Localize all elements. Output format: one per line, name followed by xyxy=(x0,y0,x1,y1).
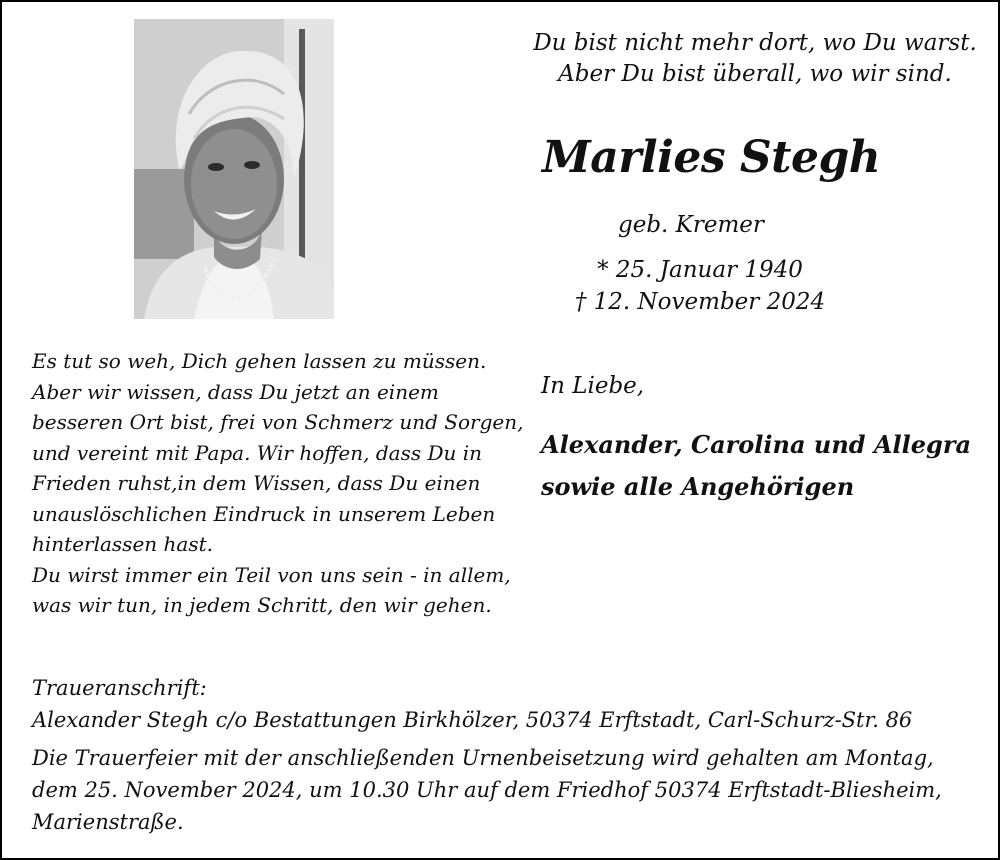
poem-line: Du wirst immer ein Teil von uns sein - in allem, xyxy=(32,562,511,587)
motto-line: Aber Du bist überall, wo wir sind. xyxy=(558,61,952,87)
mourners-list xyxy=(541,424,971,508)
mourners-line: sowie alle Angehörigen xyxy=(541,472,855,501)
love-intro: In Liebe, xyxy=(541,373,645,399)
ceremony-line: dem 25. November 2024, um 10.30 Uhr auf dem Friedhof 50374 Erftstadt-Bliesheim, xyxy=(32,778,942,802)
portrait-photo xyxy=(134,19,334,319)
birth-date: * 25. Januar 1940 xyxy=(597,257,803,283)
ceremony-line: Marienstraße. xyxy=(32,810,184,834)
poem-line: besseren Ort bist, frei von Schmerz und Sorgen, xyxy=(32,410,524,434)
death-date: † 12. November 2024 xyxy=(574,289,826,315)
poem-line: und vereint mit Papa. Wir hoffen, dass Du in xyxy=(32,440,483,465)
address-label: Traueranschrift: xyxy=(32,676,207,700)
poem-line: hinterlassen hast. xyxy=(32,532,213,556)
life-dates xyxy=(540,254,860,318)
poem-line: Es tut so weh, Dich gehen lassen zu müssen. xyxy=(32,349,487,373)
address-text: Alexander Stegh c/o Bestattungen Birkhölzer, 50374 Erftstadt, Carl-Schurz-Str. 86 xyxy=(32,708,913,732)
mourners-line: Alexander, Carolina und Allegra xyxy=(541,430,972,459)
maiden-name: geb. Kremer xyxy=(618,212,764,238)
poem-line: was wir tun, in jedem Schritt, den wir gehen. xyxy=(32,593,492,617)
motto-line: Du bist nicht mehr dort, wo Du warst. xyxy=(533,30,977,56)
poem-line: Aber wir wissen, dass Du jetzt an einem xyxy=(32,379,439,404)
motto xyxy=(520,28,990,90)
farewell-poem xyxy=(32,346,523,621)
ceremony-line: Die Trauerfeier mit der anschließenden Urnenbeisetzung wird gehalten am Montag, xyxy=(32,746,934,770)
poem-line: Frieden ruhst,in dem Wissen, dass Du einen xyxy=(32,471,481,495)
deceased-name: Marlies Stegh xyxy=(542,132,881,183)
poem-line: unauslöschlichen Eindruck in unserem Leben xyxy=(32,501,496,526)
service-details xyxy=(32,672,942,838)
